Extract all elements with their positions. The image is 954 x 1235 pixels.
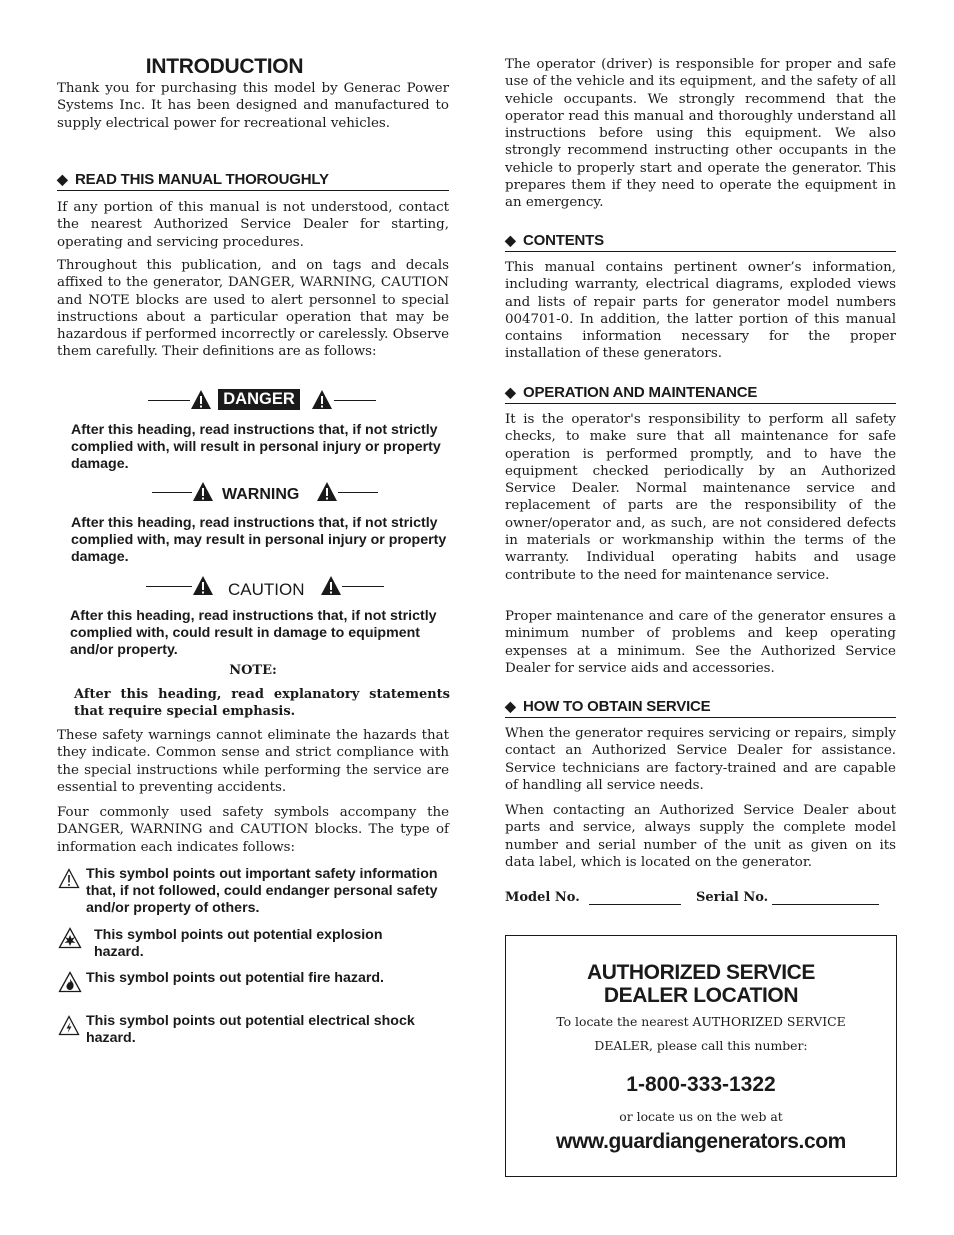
contents-paragraph: This manual contains pertinent owner’s information, including warranty, electrical diagrams, exploded views and lists of repair parts for generator model numbers 004701-0. In addition, the latter portion of this manual contains information necessary for the proper installation of these generators. (505, 260, 896, 362)
caution-text: After this heading, read instructions that, if not strictly complied with, could result in damage to equipment and/or property. (70, 608, 437, 658)
section-heading-service: ◆ HOW TO OBTAIN SERVICE (505, 697, 896, 718)
section-heading-read-manual: ◆ READ THIS MANUAL THOROUGHLY (57, 170, 449, 191)
operation-paragraph-1: It is the operator's responsibility to perform all safety checks, to make sure that all maintenance for safe operation is performed promptly, and to have the equipment checked periodically by an Authorized Service Dealer. Normal maintenance service and replacement of parts are the responsibility of the owner/operator and, as such, are not considered defects in materials or workmanship within the terms of the warranty. Individual operating habits and usage contribute to the need for maintenance service. (505, 412, 896, 583)
section-heading-operation: ◆ OPERATION AND MAINTENANCE (505, 383, 896, 404)
danger-label: DANGER (218, 389, 300, 410)
caution-label: CAUTION (228, 580, 305, 599)
warning-triangle-icon (311, 389, 333, 410)
read-manual-paragraph-1: If any portion of this manual is not understood, contact the nearest Authorized Service Dealer for starting, operating and servicing procedures. (57, 200, 449, 250)
model-number-field[interactable] (589, 904, 681, 905)
note-label: NOTE: (229, 663, 277, 678)
model-number-label: Model No. (505, 890, 580, 905)
dealer-phone-number: 1-800-333-1322 (626, 1073, 776, 1096)
intro-paragraph: Thank you for purchasing this model by Generac Power Systems Inc. It has been designed and manufactured to supply electrical power for recreational vehicles. (57, 81, 449, 131)
danger-heading (148, 388, 376, 412)
warning-triangle-icon (320, 575, 342, 596)
serial-number-field[interactable] (772, 904, 879, 905)
note-text: After this heading, read explanatory statements that require special emphasis. (74, 687, 450, 719)
operation-paragraph-2: Proper maintenance and care of the generator ensures a minimum number of problems and keep operating expenses at a minimum. See the Authorized Service Dealer for service aids and accessories. (505, 609, 896, 676)
symbol-text-fire: This symbol points out potential fire hazard. (86, 970, 384, 986)
safety-paragraph-2: Four commonly used safety symbols accompany the DANGER, WARNING and CAUTION blocks. The type of information each indicates follows: (57, 805, 449, 855)
read-manual-paragraph-2: Throughout this publication, and on tags and decals affixed to the generator, DANGER, WARNING, CAUTION and NOTE blocks are used to alert personnel to special instructions about a particular operation that may be hazardous if performed incorrectly or carelessly. Observe them carefully. Their definitions are as follows: (57, 258, 449, 360)
symbol-text-shock: This symbol points out potential electrical shock hazard. (86, 1013, 415, 1046)
diamond-bullet-icon: ◆ (57, 171, 68, 187)
symbol-text-safety: This symbol points out important safety information that, if not followed, could endanger personal safety and/or property of others. (86, 866, 438, 916)
serial-number-label: Serial No. (696, 890, 769, 905)
dealer-box-text-line-1: To locate the nearest AUTHORIZED SERVICE (556, 1014, 846, 1029)
warning-triangle-icon (192, 481, 214, 502)
warning-label: WARNING (222, 486, 300, 503)
warning-text: After this heading, read instructions that, if not strictly complied with, may result in personal injury or property damage. (71, 515, 447, 565)
operator-paragraph: The operator (driver) is responsible for proper and safe use of the vehicle and its equipment, and the safety of all vehicle occupants. We strongly recommend that the operator read this manual and thoroughly understand all instructions before using this equipment. We also strongly recommend instructing other occupants in the vehicle to properly start and operate the generator. This prepares them if they need to operate the equipment in an emergency. (505, 57, 896, 211)
warning-triangle-icon (316, 481, 338, 502)
page-title: INTRODUCTION (145, 55, 304, 78)
dealer-box-text-line-2: DEALER, please call this number: (594, 1038, 808, 1053)
warning-triangle-icon (192, 575, 214, 596)
dealer-location-box (505, 935, 897, 1177)
dealer-website-link[interactable]: www.guardiangenerators.com (556, 1130, 846, 1153)
warning-heading (152, 481, 378, 505)
caution-heading (146, 574, 384, 598)
shock-triangle-icon (58, 1015, 80, 1036)
service-paragraph-1: When the generator requires servicing or repairs, simply contact an Authorized Service Dealer for assistance. Service technicians are factory-trained and are capable of handling all service needs. (505, 726, 896, 793)
safety-paragraph-1: These safety warnings cannot eliminate the hazards that they indicate. Common sense and strict compliance with the special instructions while performing the service are essential to preventing accidents. (57, 728, 449, 795)
dealer-box-web-text: or locate us on the web at (619, 1109, 783, 1124)
diamond-bullet-icon: ◆ (505, 232, 516, 248)
dealer-box-title-line-1: AUTHORIZED SERVICE (586, 961, 816, 984)
explosion-triangle-icon (58, 927, 82, 949)
diamond-bullet-icon: ◆ (505, 698, 516, 714)
danger-text: After this heading, read instructions that, if not strictly complied with, will result in personal injury or property damage. (71, 422, 441, 472)
dealer-box-title-line-2: DEALER LOCATION (603, 984, 799, 1007)
section-heading-contents: ◆ CONTENTS (505, 231, 896, 252)
diamond-bullet-icon: ◆ (505, 384, 516, 400)
fire-triangle-icon (58, 971, 82, 993)
service-paragraph-2: When contacting an Authorized Service Dealer about parts and service, always supply the complete model number and serial number of the unit as given on its data label, which is located on the generator. (505, 803, 896, 870)
symbol-text-explosion: This symbol points out potential explosion hazard. (94, 927, 383, 960)
alert-triangle-icon (58, 868, 80, 889)
warning-triangle-icon (190, 389, 212, 410)
